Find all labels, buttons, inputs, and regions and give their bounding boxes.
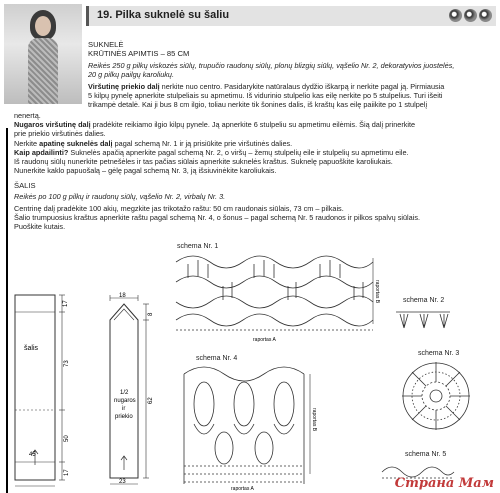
upper-front-line-2: 5 kilpų pynelę apnerkite stulpeliais su apmetimu. Iš vidurinio stulpelio kas eilę nerkite po 5 stulpelius. Turi išeiti xyxy=(88,91,443,100)
yarn-ball-icon xyxy=(449,9,462,22)
schema-2-diagram xyxy=(394,306,454,334)
dress-label-4: priekio xyxy=(115,414,133,420)
schema-1-diagram xyxy=(168,252,383,344)
photo-dress xyxy=(28,38,58,104)
dress-pattern-diagram xyxy=(92,290,172,490)
scarf-materials: Reikės po 100 g pilkų ir raudonų siūlų, vąšelio Nr. 2, virbalų Nr. 3. xyxy=(14,192,226,201)
upper-front-line-4: nenertą. xyxy=(14,111,41,120)
page-header xyxy=(86,6,496,26)
dress-dim-top-width: 18 xyxy=(119,293,126,299)
dress-dim-height: 62 xyxy=(148,397,154,404)
lower-paragraph: Nerkite apatinę suknelės dalį pagal schemą Nr. 1 ir ją prisiūkite prie viršutinės dalies. xyxy=(14,139,293,148)
schema-5-label: schema Nr. 5 xyxy=(405,451,447,458)
schema-3-diagram xyxy=(396,358,476,434)
upper-front-label: Viršutinę priekio dalį xyxy=(88,82,160,91)
scarf-line-2: Šalio trumpuosius kraštus apnerkite raštu pagal schemą Nr. 4, o šonus – pagal schemą Nr. 5 raudonos ir pilkos spalvų siūlais. xyxy=(14,213,420,222)
upper-front-paragraph: Viršutinę priekio dalį nerkite nuo centro. Pasidarykite natūralaus dydžio iškarpą ir nerkite pagal ją. Pirmiausia xyxy=(88,82,445,91)
scarf-dim-top: 17 xyxy=(63,300,69,307)
scarf-dim-width: 45 xyxy=(29,452,36,458)
dress-bust: KRŪTINĖS APIMTIS – 85 CM xyxy=(88,49,190,58)
upper-front-line-3: trikampė detalė. Kai ji bus 8 cm ilgio, toliau nerkite tik šonines dalis, iš kraštų kas eilę paiikite po 1 stulpelį xyxy=(88,100,428,109)
watermark: Страна Мам xyxy=(394,476,494,491)
difficulty-icons xyxy=(449,9,492,22)
schema-1-label: schema Nr. 1 xyxy=(177,243,219,250)
scarf-dim-mid: 73 xyxy=(64,360,70,367)
finish-paragraph: Kaip apdailinti? Suknelės apačią apnerkite pagal schemą Nr. 2, o viršų – žemų stulpelių eile ir stulpelių su apmetimu eile. xyxy=(14,148,409,157)
lower-label: apatinę suknelės dalį xyxy=(39,139,113,148)
dress-materials-2: 20 g pilkų pailgų karoliukų. xyxy=(88,70,174,79)
dress-label-3: ir xyxy=(122,406,126,412)
finish-line-2: Iš raudonų siūlų nunerkite petnešėles ir tas pačias siūlais apnerkite suknelės kraštus. Suknelę papuoškite karoliukais. xyxy=(14,157,393,166)
scarf-dim-bottom: 17 xyxy=(64,469,70,476)
dress-heading: SUKNELĖ xyxy=(88,40,124,49)
schema-4-diagram xyxy=(176,364,321,491)
schema-3-label: schema Nr. 3 xyxy=(418,350,460,357)
dress-label-1: 1/2 xyxy=(120,390,129,396)
scarf-dim-low: 50 xyxy=(64,435,70,442)
finish-line-3: Nunerkite kaklo papuošalą – gėlę pagal schemą Nr. 3, ją išsiuvinėkite karoliukais. xyxy=(14,166,277,175)
schema-1-raportas-a: raportas A xyxy=(253,337,276,343)
scarf-line-1: Centrinę dalį pradėkite 100 akių, megzkite jas trikotažo raštu: 50 cm raudonais siūlais, 73 cm – pilkais. xyxy=(14,204,344,213)
scarf-label: šalis xyxy=(24,345,39,352)
left-margin-bar xyxy=(6,128,8,493)
scarf-heading: ŠALIS xyxy=(14,181,36,190)
finish-label: Kaip apdailinti? xyxy=(14,148,69,157)
dress-materials-1: Reikės 250 g pilkų viskozės siūlų, trupučio raudonų siūlų, plonų blizgių siūlų, vąšelio Nr. 2, dekoratyvios juostelės, xyxy=(88,61,455,70)
photo-face xyxy=(35,16,51,36)
dress-dim-top-height: 8 xyxy=(148,312,154,316)
yarn-ball-icon xyxy=(464,9,477,22)
schema-2-label: schema Nr. 2 xyxy=(403,297,445,304)
schema-4-label: schema Nr. 4 xyxy=(196,355,238,362)
dress-label-2: nugaros xyxy=(114,398,136,404)
schema-4-raportas-b: raportas B xyxy=(311,408,317,432)
scarf-line-3: Puoškite kutais. xyxy=(14,222,66,231)
dress-dim-bottom-width: 23 xyxy=(119,479,126,485)
page-title: 19. Pilka suknelė su šaliu xyxy=(97,9,230,21)
schema-1-raportas-b: raportas B xyxy=(374,280,380,304)
back-paragraph: Nugaros viršutinę dalį pradėkite reikiamo ilgio kilpų pynele. Ją apnerkite 6 stulpeliu su apmetimu eilėmis. Šią dalį prinerkite xyxy=(14,120,416,129)
schema-4-raportas-a: raportas A xyxy=(231,486,254,491)
back-line-2: prie priekio viršutinės dalies. xyxy=(14,129,106,138)
back-label: Nugaros viršutinę dalį xyxy=(14,120,91,129)
model-photo xyxy=(4,4,82,104)
scarf-pattern-diagram xyxy=(10,290,82,490)
yarn-ball-icon xyxy=(479,9,492,22)
